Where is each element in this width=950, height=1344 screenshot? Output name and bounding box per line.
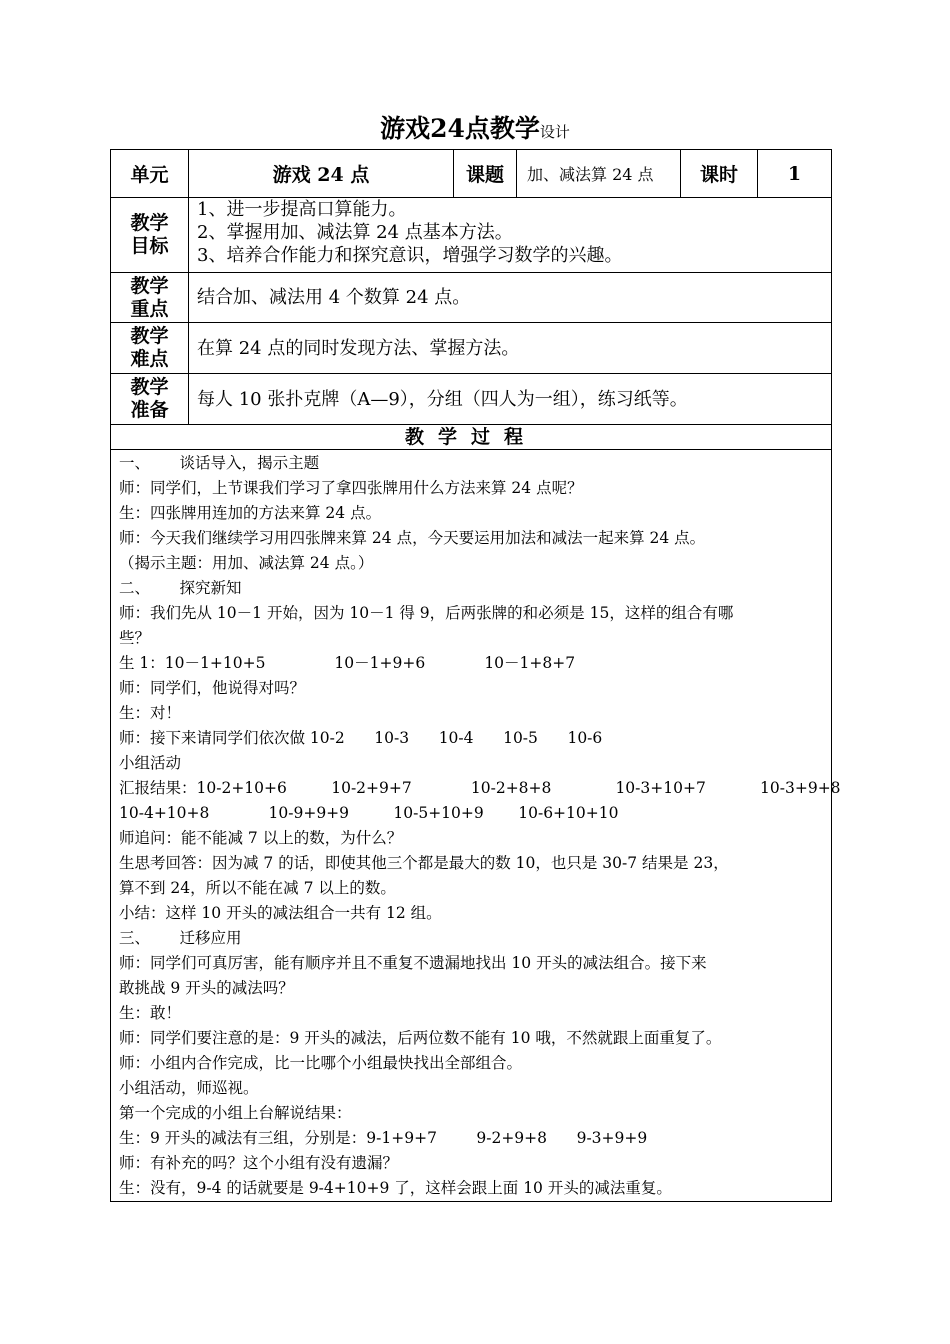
process-line: 生：9 开头的减法有三组，分别是：9-1+9+7 9-2+9+8 9-3+9+9 xyxy=(119,1129,648,1147)
process-line: 师：今天我们继续学习用四张牌来算 24 点，今天要运用加法和减法一起来算 24 点。 xyxy=(119,529,706,547)
info-row xyxy=(111,150,832,198)
process-line: 敢挑战 9 开头的减法吗？ xyxy=(119,979,294,997)
process-title-row xyxy=(111,425,832,450)
process-line: 生：四张牌用连加的方法来算 24 点。 xyxy=(119,504,382,522)
section-row-keypoints xyxy=(111,273,832,323)
section-label-goals: 教学 目标 xyxy=(111,198,189,273)
process-line: 算不到 24，所以不能在减 7 以上的数。 xyxy=(119,879,396,897)
process-line: 师：同学们要注意的是：9 开头的减法，后两位数不能有 10 哦，不然就跟上面重复了。 xyxy=(119,1029,722,1047)
process-body xyxy=(111,450,841,1202)
process-body-row xyxy=(111,450,832,1202)
title-main: 游戏24点教学 xyxy=(380,114,540,143)
section-body-preparation: 每人 10 张扑克牌（A—9），分组（四人为一组），练习纸等。 xyxy=(189,374,832,425)
unit-label: 单元 xyxy=(111,150,189,198)
section-body-keypoints: 结合加、减法用 4 个数算 24 点。 xyxy=(189,273,832,323)
title-sub: 设计 xyxy=(539,123,570,141)
process-line: 10-4+10+8 10-9+9+9 10-5+10+9 10-6+10+10 xyxy=(119,804,619,822)
process-line: 师：我们先从 10－1 开始，因为 10－1 得 9，后两张牌的和必须是 15，这样的组合有哪 xyxy=(119,604,734,622)
section-label-keypoints: 教学 重点 xyxy=(111,273,189,323)
section-row-difficulties xyxy=(111,323,832,374)
period-value: 1 xyxy=(758,150,832,198)
process-line: 三、 迁移应用 xyxy=(119,929,242,947)
process-line: 些？ xyxy=(119,629,151,647)
process-title: 教学过程 xyxy=(111,425,832,450)
process-line: 小组活动，师巡视。 xyxy=(119,1079,259,1097)
document-title xyxy=(0,109,950,145)
topic-label: 课题 xyxy=(454,150,517,198)
process-line: 师：同学们可真厉害，能有顺序并且不重复不遗漏地找出 10 开头的减法组合。接下来 xyxy=(119,954,707,972)
process-line: 师追问：能不能减 7 以上的数，为什么？ xyxy=(119,829,403,847)
process-line: 生：敢！ xyxy=(119,1004,182,1022)
topic-value: 加、减法算 24 点 xyxy=(517,150,681,198)
process-line: 汇报结果：10-2+10+6 10-2+9+7 10-2+8+8 10-3+10+7 10-3+9+8 xyxy=(119,779,841,797)
section-row-preparation xyxy=(111,374,832,425)
section-body-goals: 1、进一步提高口算能力。 2、掌握用加、减法算 24 点基本方法。 3、培养合作能力和探究意识，增强学习数学的兴趣。 xyxy=(189,198,832,273)
section-label-preparation: 教学 准备 xyxy=(111,374,189,425)
section-row-goals xyxy=(111,198,832,273)
process-line: 生 1：10－1+10+5 10－1+9+6 10－1+8+7 xyxy=(119,654,576,672)
process-line: 师：小组内合作完成，比一比哪个小组最快找出全部组合。 xyxy=(119,1054,523,1072)
process-line: 一、 谈话导入，揭示主题 xyxy=(119,454,320,472)
section-body-difficulties: 在算 24 点的同时发现方法、掌握方法。 xyxy=(189,323,832,374)
process-line: 小组活动 xyxy=(119,754,182,772)
process-line: 生思考回答：因为减 7 的话，即使其他三个都是最大的数 10，也只是 30-7 结果是 23， xyxy=(119,854,729,872)
lesson-plan-table xyxy=(110,149,841,1202)
process-line: 二、 探究新知 xyxy=(119,579,242,597)
process-line: 生：对！ xyxy=(119,704,182,722)
unit-value: 游戏 24 点 xyxy=(189,150,454,198)
process-line: 师：同学们，上节课我们学习了拿四张牌用什么方法来算 24 点呢？ xyxy=(119,479,583,497)
process-line: 师：接下来请同学们依次做 10-2 10-3 10-4 10-5 10-6 xyxy=(119,729,603,747)
process-line: （揭示主题：用加、减法算 24 点。） xyxy=(119,554,374,572)
process-line: 师：同学们，他说得对吗？ xyxy=(119,679,306,697)
process-line: 第一个完成的小组上台解说结果： xyxy=(119,1104,352,1122)
process-line: 师：有补充的吗？这个小组有没有遗漏？ xyxy=(119,1154,399,1172)
section-label-difficulties: 教学 难点 xyxy=(111,323,189,374)
process-line: 小结：这样 10 开头的减法组合一共有 12 组。 xyxy=(119,904,442,922)
period-label: 课时 xyxy=(681,150,758,198)
process-line: 生：没有，9-4 的话就要是 9-4+10+9 了，这样会跟上面 10 开头的减法重复。 xyxy=(119,1179,672,1197)
